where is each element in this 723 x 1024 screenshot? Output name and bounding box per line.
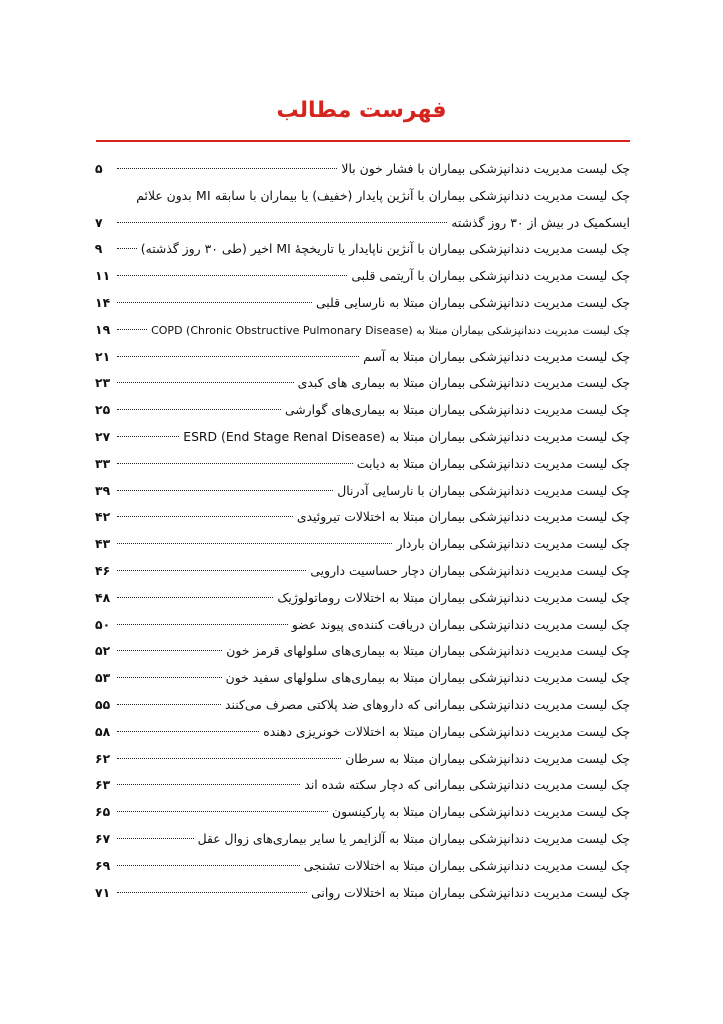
dot-leader [117,436,179,437]
toc-entry-title: چک لیست مدیریت دندانپزشکی بیماران مبتلا به اختلالات روماتولوژیک [277,589,630,605]
toc-entry[interactable] [95,772,630,799]
dot-leader [117,704,221,705]
toc-page-number: ۶۳ [95,777,111,793]
toc-entry[interactable] [95,504,630,531]
toc-page-number: ۳۹ [95,482,111,498]
toc-entry[interactable] [95,638,630,665]
dot-leader [117,677,222,678]
dot-leader [117,382,294,383]
toc-entry-title: چک لیست مدیریت دندانپزشکی بیماران مبتلا به اختلالات خونریزی دهنده [263,723,630,739]
dot-leader [117,490,333,491]
toc-entry[interactable] [95,585,630,612]
toc-entry[interactable] [95,424,630,451]
toc-page-number: ۵۳ [95,670,111,686]
toc-page-number: ۵۲ [95,643,111,659]
toc-entry-title: چک لیست مدیریت دندانپزشکی بیماران با فشار خون بالا [341,161,630,176]
toc-entry-title: چک لیست مدیریت دندانپزشکی بیماران مبتلا به پارکینسون [332,804,630,820]
toc-entry[interactable] [95,290,630,317]
toc-entry-title: چک لیست مدیریت دندانپزشکی بیماران با آنژین پایدار (خفیف) یا بیماران با سابقه MI بدون علائم [136,187,630,203]
toc-page-number: ۶۵ [95,804,111,820]
toc-entry[interactable] [95,826,630,853]
toc-entry-title: چک لیست مدیریت دندانپزشکی بیماران مبتلا به اختلالات روانی [311,884,630,900]
toc-entry[interactable] [95,880,630,907]
toc-entry[interactable] [95,719,630,746]
toc-entry[interactable] [95,263,630,290]
dot-leader [117,597,273,598]
toc-page-number: ۱۴ [95,294,111,310]
toc-page-number: ۲۷ [95,428,111,444]
toc-entry-title: چک لیست مدیریت دندانپزشکی بیماران مبتلا به سرطان [345,750,630,766]
toc-entry-title: چک لیست مدیریت دندانپزشکی بیماران مبتلا به دیابت [356,455,630,471]
toc-page-number: ۴۲ [95,509,111,525]
toc-entry-title: چک لیست مدیریت دندانپزشکی بیماران مبتلا به COPD (Chronic Obstructive Pulmonary Disease) [151,323,630,337]
toc-entry-title: چک لیست مدیریت دندانپزشکی بیماران باردار [396,536,630,552]
dot-leader [117,248,137,249]
toc-page-number: ۴۸ [95,589,111,605]
toc-entry[interactable] [95,451,630,478]
dot-leader [117,784,300,785]
dot-leader [117,731,259,732]
toc-page-number: ۶۲ [95,750,111,766]
toc-entry[interactable] [95,531,630,558]
toc-entry[interactable] [95,183,630,210]
toc-page-number: ۶۷ [95,830,111,846]
toc-entry[interactable] [95,746,630,773]
dot-leader [117,302,312,303]
toc-entry[interactable] [95,692,630,719]
toc-entry[interactable] [95,478,630,505]
toc-entry[interactable] [95,344,630,371]
toc-page-number: ۵۵ [95,696,111,712]
dot-leader [117,811,328,812]
toc-page-number: ۵۸ [95,723,111,739]
toc-entry-title: چک لیست مدیریت دندانپزشکی بیماران مبتلا به نارسایی قلبی [315,294,630,310]
toc-entry-title: چک لیست مدیریت دندانپزشکی بیماران مبتلا به بیماری های کبدی [297,375,630,391]
toc-page-number: ۱۱ [95,268,111,284]
toc-page-number: ۷۱ [95,884,111,900]
toc-page-number: ۲۳ [95,375,111,391]
toc-page-number: ۲۱ [95,348,111,364]
title-divider [96,140,630,142]
toc-entry-title: چک لیست مدیریت دندانپزشکی بیماران مبتلا به بیماری‌های سلولهای قرمز خون [226,643,630,659]
dot-leader [117,865,300,866]
toc-entry-title: چک لیست مدیریت دندانپزشکی بیمارانی که داروهای ضد پلاکتی مصرف می‌کنند [225,696,630,712]
toc-entry-title: چک لیست مدیریت دندانپزشکی بیماران مبتلا به بیماری‌های گوارشی [284,402,630,418]
toc-entry[interactable] [95,156,630,183]
dot-leader [117,516,293,517]
toc-page-number: ۶۹ [95,857,111,873]
toc-entry-title: چک لیست مدیریت دندانپزشکی بیماران دچار حساسیت دارویی [310,562,630,578]
dot-leader [117,570,306,571]
toc-entry-title: چک لیست مدیریت دندانپزشکی بیماران مبتلا به بیماری‌های سلولهای سفید خون [225,670,630,686]
dot-leader [117,409,281,410]
toc-page-number: ۵ [95,161,103,176]
toc-entry-title: چک لیست مدیریت دندانپزشکی بیماران مبتلا به اختلالات تشنجی [303,857,630,873]
toc-entry-title: چک لیست مدیریت دندانپزشکی بیماران مبتلا به آسم [363,348,630,364]
toc-entry-title: چک لیست مدیریت دندانپزشکی بیماران با آریتمی قلبی [351,268,630,284]
toc-entry-title: چک لیست مدیریت دندانپزشکی بیماران دریافت کننده‌ی پیوند عضو [291,616,630,632]
toc-entry[interactable] [95,853,630,880]
dot-leader [117,543,392,544]
dot-leader [117,650,222,651]
toc-entry[interactable] [95,397,630,424]
toc-entry-title: چک لیست مدیریت دندانپزشکی بیماران با نارسایی آدرنال [337,482,630,498]
toc-entry-title: چک لیست مدیریت دندانپزشکی بیماران مبتلا به آلزایمر یا سایر بیماری‌های زوال عقل [197,830,630,846]
toc-page-number: ۲۵ [95,402,111,418]
toc-entry[interactable] [95,558,630,585]
dot-leader [117,329,147,330]
toc-entry-title: چک لیست مدیریت دندانپزشکی بیمارانی که دچار سکته شده اند [304,777,630,793]
toc-entry[interactable] [95,665,630,692]
toc-page-number: ۱۹ [95,321,111,337]
dot-leader [117,463,353,464]
toc-page-number: ۷ [95,214,103,230]
toc-page-number: ۴۳ [95,536,111,552]
dot-leader [117,838,194,839]
toc-entry[interactable] [95,370,630,397]
dot-leader [117,758,341,759]
toc-entry[interactable] [95,799,630,826]
toc-entry[interactable] [95,236,630,263]
dot-leader [117,275,347,276]
dot-leader [117,222,447,223]
toc-page-number: ۳۳ [95,455,111,471]
toc-entry[interactable] [95,317,630,344]
dot-leader [117,356,359,357]
toc-page-number: ۴۶ [95,562,111,578]
toc-entry-title: ایسکمیک در بیش از ۳۰ روز گذشته [451,214,630,230]
page-title: فهرست مطالب [276,98,447,123]
toc-entry-title: چک لیست مدیریت دندانپزشکی بیماران مبتلا به اختلالات تیروئیدی [296,509,630,525]
toc-entry-title: چک لیست مدیریت دندانپزشکی بیماران با آنژین ناپایدار یا تاریخچهٔ MI اخیر (طی ۳۰ روز گذشته) [140,241,630,257]
toc-entry-title: چک لیست مدیریت دندانپزشکی بیماران مبتلا به ESRD (End Stage Renal Disease) [183,428,630,444]
dot-leader [117,624,288,625]
toc-page-number: ۹ [94,241,103,257]
toc-entry[interactable] [95,210,630,237]
table-of-contents [95,156,630,906]
dot-leader [117,892,307,893]
toc-entry[interactable] [95,612,630,639]
toc-page-number: ۵۰ [95,616,111,632]
dot-leader [117,168,337,169]
